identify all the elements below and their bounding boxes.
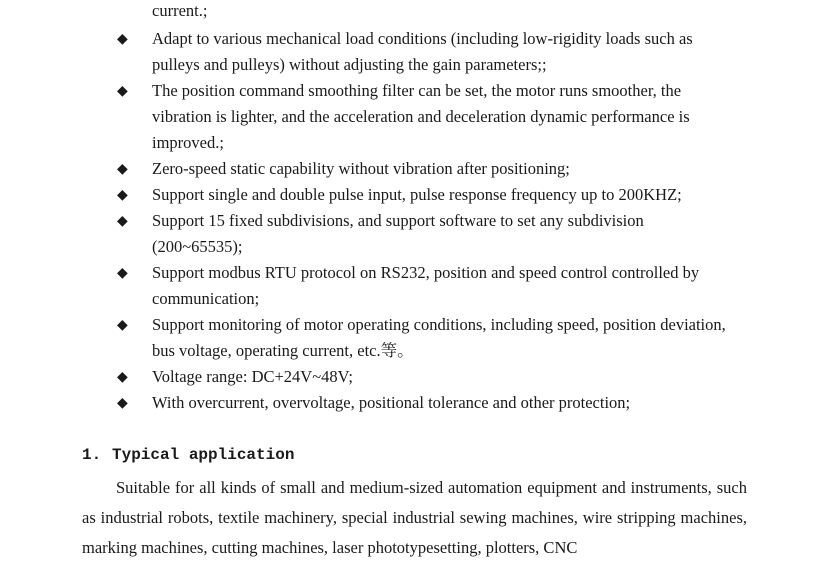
diamond-bullet-icon: ◆	[117, 83, 128, 99]
diamond-bullet-icon: ◆	[117, 213, 128, 229]
diamond-bullet-icon: ◆	[117, 369, 128, 385]
continued-text-line: current.;	[152, 1, 208, 20]
body-paragraph: Suitable for all kinds of small and medium-sized automation equipment and instruments, such as industrial robots, textile machinery, special industrial sewing machines, wire stripping machines, marking machines, cutting machines, laser phototypesetting, plotters, CNC	[82, 478, 747, 557]
bullet-text: Adapt to various mechanical load conditions (including low-rigidity loads such as pulleys and pulleys) without adjusting the gain parameters;;	[152, 29, 693, 74]
bullet-text: Support monitoring of motor operating conditions, including speed, position deviation, bus voltage, operating current, etc.等。	[152, 315, 726, 360]
bullet-item	[0, 156, 732, 182]
feature-bullet-list	[0, 26, 826, 416]
bullet-item	[0, 78, 732, 156]
bullet-text: Zero-speed static capability without vibration after positioning;	[152, 159, 570, 178]
bullet-item	[0, 208, 732, 260]
bullet-text: The position command smoothing filter can be set, the motor runs smoother, the vibration is lighter, and the acceleration and deceleration dynamic performance is improved.;	[152, 81, 690, 152]
diamond-bullet-icon: ◆	[117, 31, 128, 47]
bullet-item	[0, 390, 732, 416]
bullet-text: With overcurrent, overvoltage, positional tolerance and other protection;	[152, 393, 631, 412]
bullet-text: Voltage range: DC+24V~48V;	[152, 367, 353, 386]
diamond-bullet-icon: ◆	[117, 395, 128, 411]
diamond-bullet-icon: ◆	[117, 317, 128, 333]
bullet-item	[0, 260, 732, 312]
diamond-bullet-icon: ◆	[117, 187, 128, 203]
section-number: 1.	[82, 446, 102, 464]
bullet-item	[0, 182, 732, 208]
bullet-item	[0, 364, 732, 390]
section-heading	[82, 443, 294, 467]
bullet-item	[0, 312, 732, 364]
bullet-text: Support 15 fixed subdivisions, and support software to set any subdivision (200~65535);	[152, 211, 644, 256]
diamond-bullet-icon: ◆	[117, 161, 128, 177]
bullet-text: Support modbus RTU protocol on RS232, position and speed control controlled by communication;	[152, 263, 700, 308]
diamond-bullet-icon: ◆	[117, 265, 128, 281]
bullet-text: Support single and double pulse input, pulse response frequency up to 200KHZ;	[152, 185, 682, 204]
bullet-item	[0, 26, 732, 78]
section-title: Typical application	[112, 446, 295, 464]
